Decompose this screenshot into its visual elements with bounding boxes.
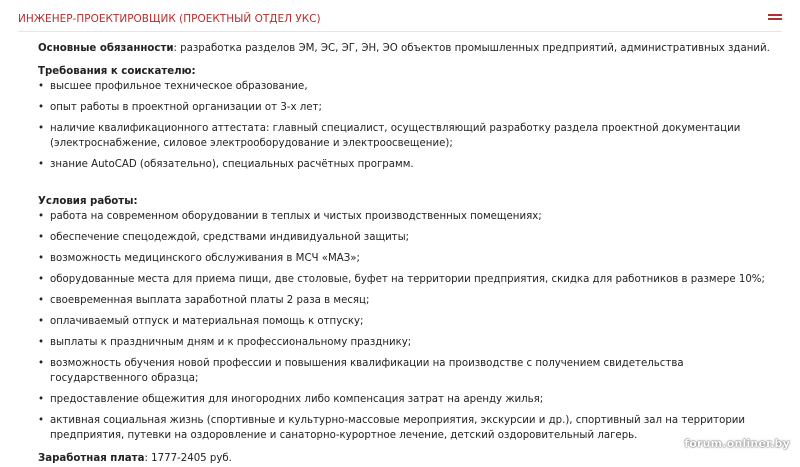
list-item: • возможность обучения новой профессии и повышения квалификации на производстве с получением свидетельства государственного образца;: [38, 356, 780, 386]
vacancy-body: [38, 41, 780, 466]
vacancy-header: [18, 11, 782, 27]
duties-label: Основные обязанности: [38, 43, 174, 54]
requirements-list: [38, 79, 780, 172]
site-watermark: forum.onliner.by: [684, 437, 790, 450]
list-item: • наличие квалификационного аттестата: главный специалист, осуществляющий разработку раздела проектной документации (электроснабжение, силовое электрооборудование и электроосвещение);: [38, 121, 780, 151]
salary-label: Заработная плата: [38, 453, 145, 464]
conditions-title-text: Условия работы: [38, 196, 134, 207]
collapse-icon[interactable]: [768, 14, 782, 24]
list-item: • работа на современном оборудовании в теплых и чистых производственных помещениях;: [38, 209, 780, 224]
requirements-title-colon: :: [191, 66, 196, 77]
duties-text: : разработка разделов ЭМ, ЭС, ЭГ, ЭН, ЭО объектов промышленных предприятий, административных зданий.: [173, 43, 770, 54]
conditions-title-colon: :: [133, 196, 138, 207]
duties-paragraph: [38, 41, 780, 56]
conditions-title: [38, 194, 780, 209]
list-item: • знание AutoCAD (обязательно), специальных расчётных программ.: [38, 157, 780, 172]
vacancy-title[interactable]: ИНЖЕНЕР-ПРОЕКТИРОВЩИК (ПРОЕКТНЫЙ ОТДЕЛ УКС): [18, 13, 321, 25]
salary-text: : 1777-2405 руб.: [144, 453, 232, 464]
list-item: • активная социальная жизнь (спортивные и культурно-массовые мероприятия, экскурсии и др.), спортивный зал на территории предприятия, путевки на оздоровление и санаторно-курортное лечение, детский оздоровительный лагерь.: [38, 413, 780, 443]
list-item: • обеспечение спецодеждой, средствами индивидуальной защиты;: [38, 230, 780, 245]
list-item: • опыт работы в проектной организации от 3-х лет;: [38, 100, 780, 115]
header-divider: [18, 31, 782, 32]
list-item: • высшее профильное техническое образование,: [38, 79, 780, 94]
collapse-icon-bar-bottom: [768, 18, 782, 20]
requirements-title-text: Требования к соискателю: [38, 66, 192, 77]
conditions-list: [38, 209, 780, 443]
salary-paragraph: [38, 451, 780, 466]
list-item: • выплаты к праздничным дням и к профессиональному празднику;: [38, 335, 780, 350]
list-item: • оборудованные места для приема пищи, две столовые, буфет на территории предприятия, скидка для работников в размере 10%;: [38, 272, 780, 287]
list-item: • оплачиваемый отпуск и материальная помощь к отпуску;: [38, 314, 780, 329]
collapse-icon-bar-top: [768, 14, 782, 16]
list-item: • предоставление общежития для иногородних либо компенсация затрат на аренду жилья;: [38, 392, 780, 407]
requirements-title: [38, 64, 780, 79]
list-item: • возможность медицинского обслуживания в МСЧ «МАЗ»;: [38, 251, 780, 266]
list-item: • своевременная выплата заработной платы 2 раза в месяц;: [38, 293, 780, 308]
